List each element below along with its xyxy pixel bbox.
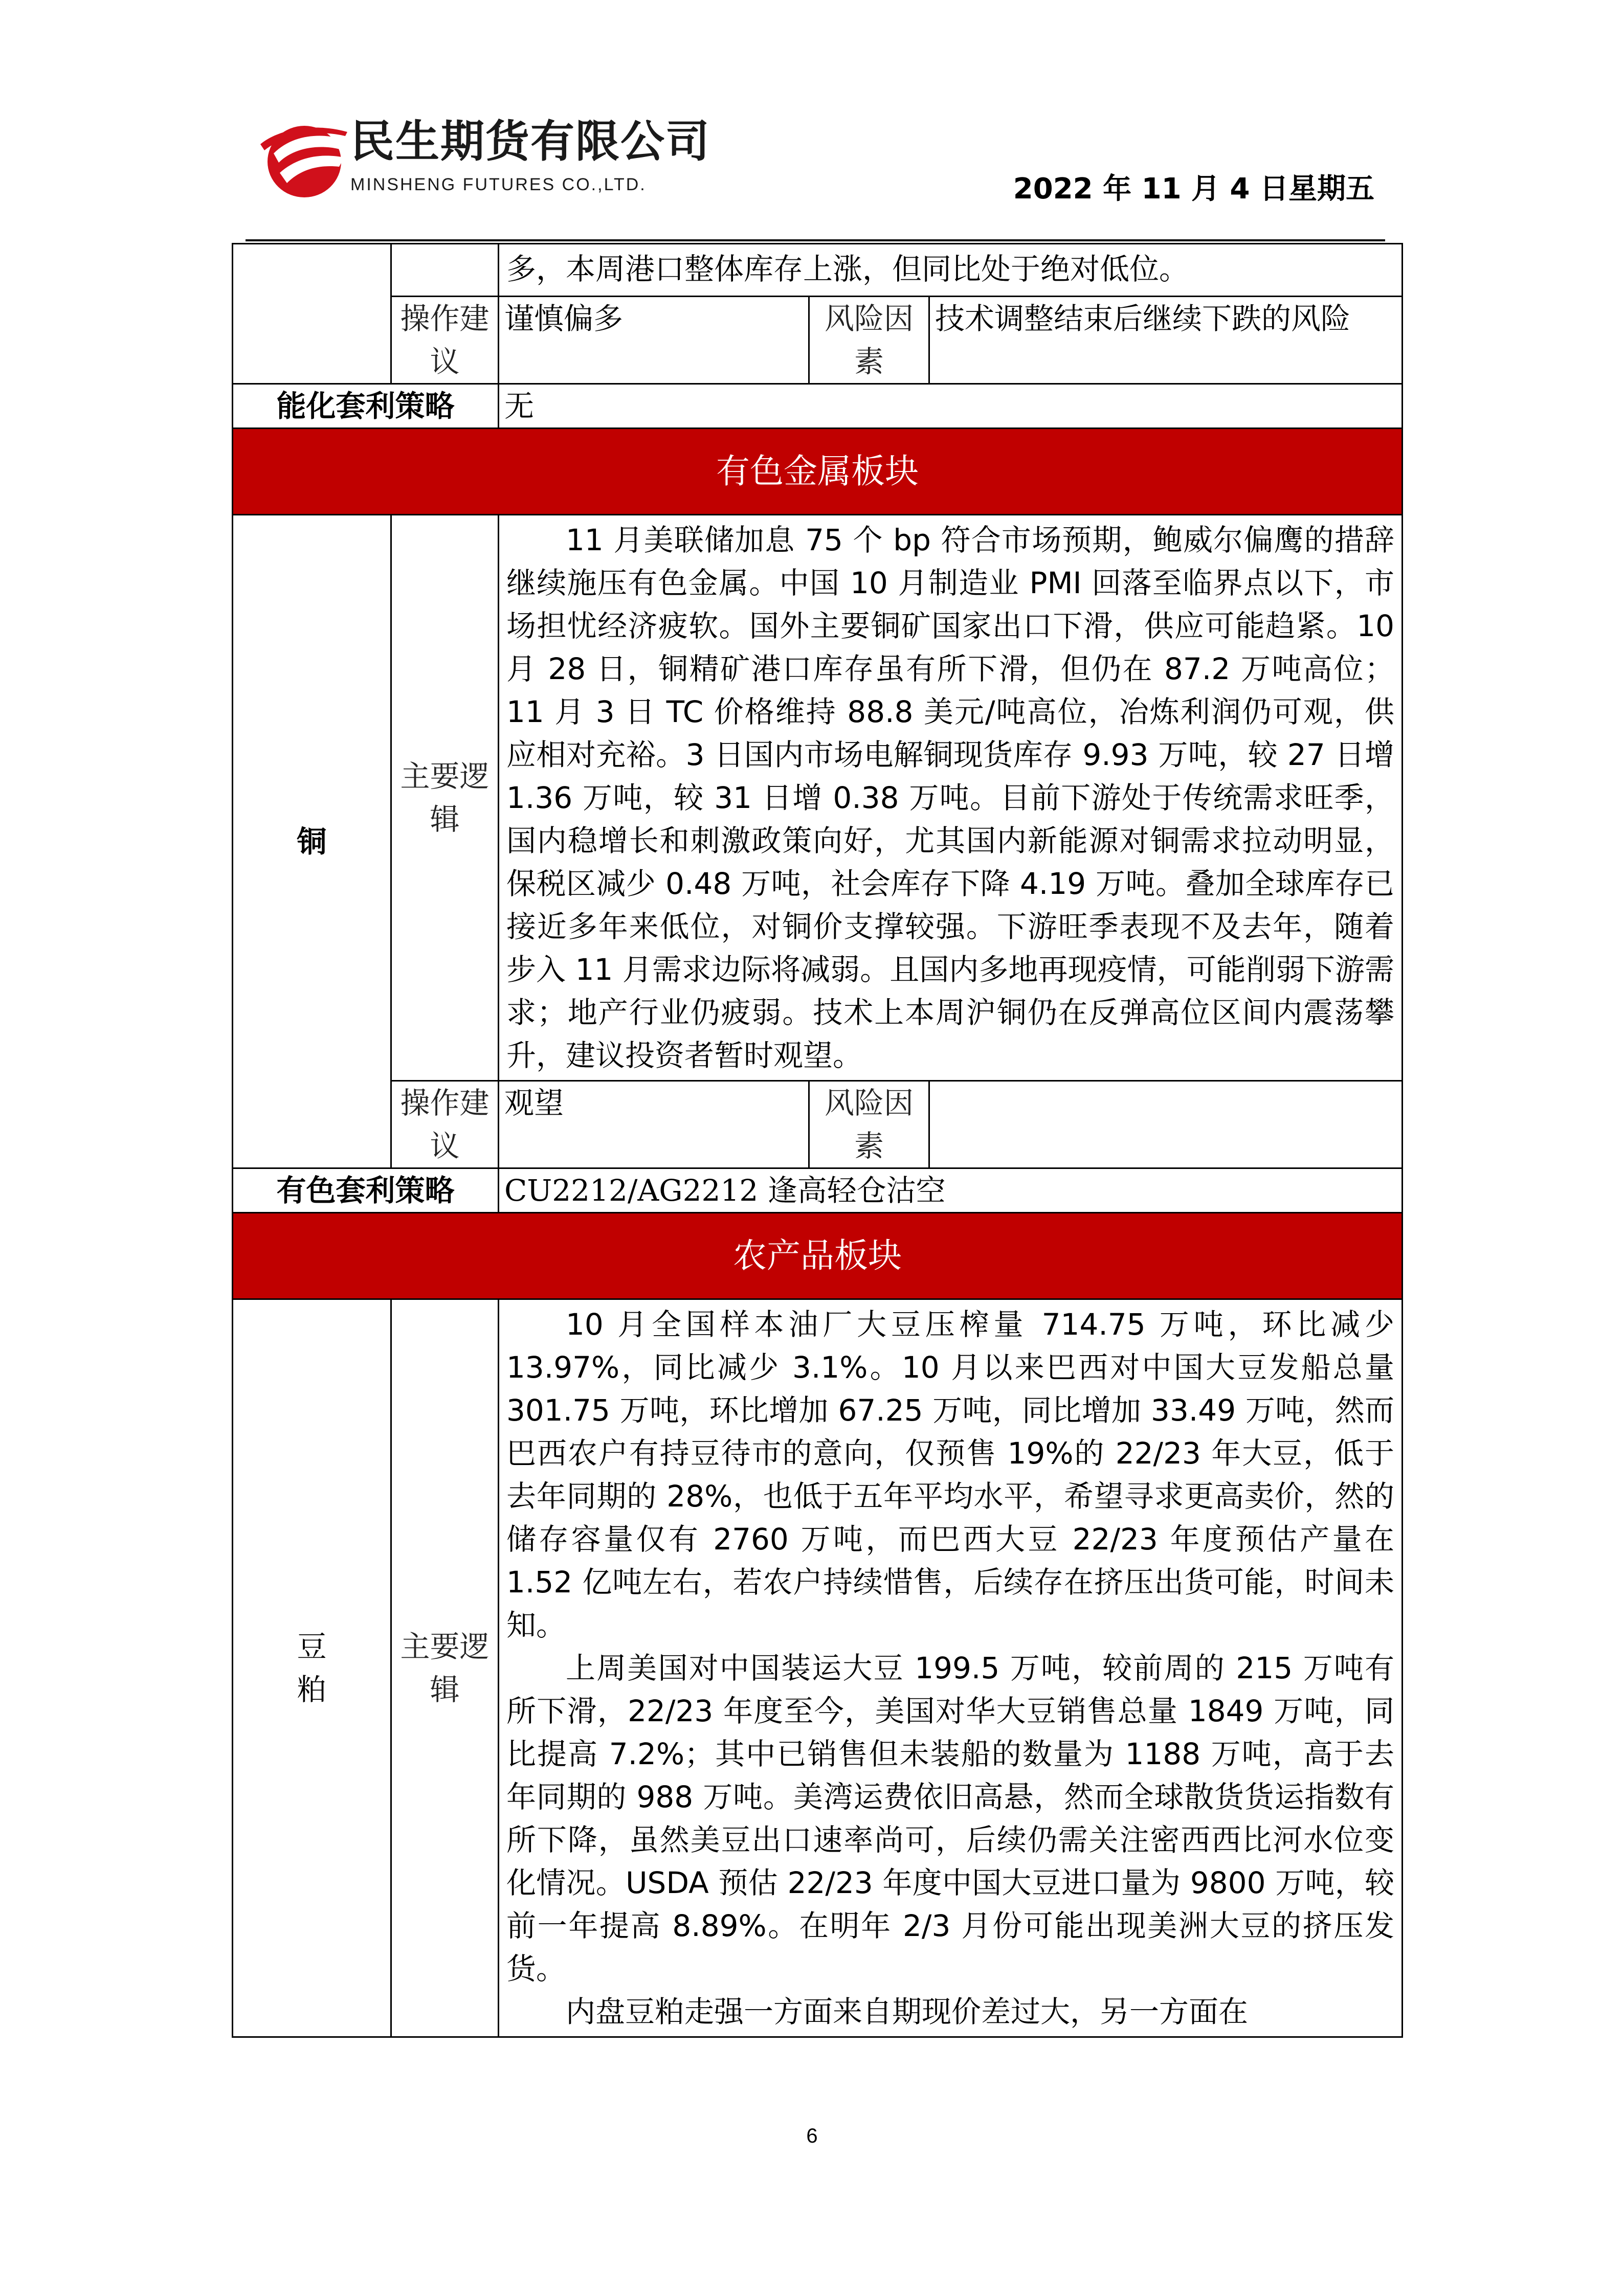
soymeal-para-3: 内盘豆粕走强一方面来自期现价差过大，另一方面在	[566, 1994, 1249, 2029]
soymeal-commodity-label: 豆粕	[297, 1629, 327, 1707]
energy-commodity-cell	[233, 244, 391, 384]
energy-logic-label-cell	[391, 244, 499, 297]
header-divider	[246, 239, 1385, 241]
agri-section-title: 农产品板块	[233, 1213, 1403, 1299]
copper-operation-row	[233, 1081, 1403, 1168]
copper-logic-row	[233, 515, 1403, 1081]
energy-arb-value: 无	[499, 384, 1403, 429]
metals-section-title: 有色金属板块	[233, 429, 1403, 515]
soymeal-commodity-cell	[233, 1299, 391, 2037]
energy-arb-label: 能化套利策略	[233, 384, 499, 429]
metals-arbitrage-row	[233, 1168, 1403, 1213]
company-name-en: MINSHENG FUTURES CO.,LTD.	[350, 175, 647, 194]
copper-commodity-label: 铜	[233, 515, 391, 1168]
company-logo	[258, 118, 749, 205]
metals-arb-label: 有色套利策略	[233, 1168, 499, 1213]
minsheng-logo-icon	[258, 118, 348, 202]
energy-continuation-row	[233, 244, 1403, 297]
energy-op-value: 谨慎偏多	[499, 297, 809, 384]
copper-op-label: 操作建议	[391, 1081, 499, 1168]
energy-logic-text: 多，本周港口整体库存上涨，但同比处于绝对低位。	[499, 244, 1403, 297]
soymeal-logic-text	[499, 1299, 1403, 2037]
company-name-cn: 民生期货有限公司	[350, 116, 710, 167]
report-date: 2022 年 11 月 4 日星期五	[1013, 172, 1374, 206]
soymeal-logic-label: 主要逻辑	[391, 1299, 499, 2037]
copper-risk-label: 风险因素	[809, 1081, 929, 1168]
copper-risk-value	[929, 1081, 1403, 1168]
energy-risk-value: 技术调整结束后继续下跌的风险	[929, 297, 1403, 384]
soymeal-para-2: 上周美国对中国装运大豆 199.5 万吨，较前周的 215 万吨有所下滑，22/23 年度至今，美国对华大豆销售总量 1849 万吨，同比提高 7.2%；其中已销售但未装船的数量为 1188 万吨，高于去年同期的 988 万吨。美湾运费依旧高悬，然而全球散货货运指数有所下降，虽然美豆出口速率尚可，后续仍需关注密西西比河水位变化情况。USDA 预估 22/23 年度中国大豆进口量为 9800 万吨，较前一年提高 8.89%。在明年 2/3 月份可能出现美洲大豆的挤压发货。	[506, 1651, 1395, 1986]
metals-section-row	[233, 429, 1403, 515]
energy-op-label: 操作建议	[391, 297, 499, 384]
soymeal-para-1: 10 月全国样本油厂大豆压榨量 714.75 万吨，环比减少 13.97%，同比减少 3.1%。10 月以来巴西对中国大豆发船总量 301.75 万吨，环比增加 67.25 万吨，同比增加 33.49 万吨，然而巴西农户有持豆待市的意向，仅预售 19%的 22/23 年大豆，低于去年同期的 28%，也低于五年平均水平，希望寻求更高卖价，然的储存容量仅有 2760 万吨，而巴西大豆 22/23 年度预估产量在 1.52 亿吨左右，若农户持续惜售，后续存在挤压出货可能，时间未知。	[506, 1307, 1395, 1642]
agri-section-row	[233, 1213, 1403, 1299]
energy-arbitrage-row	[233, 384, 1403, 429]
metals-arb-value: CU2212/AG2212 逢高轻仓沽空	[499, 1168, 1403, 1213]
copper-logic-text: 11 月美联储加息 75 个 bp 符合市场预期，鲍威尔偏鹰的措辞继续施压有色金属。中国 10 月制造业 PMI 回落至临界点以下，市场担忧经济疲软。国外主要铜矿国家出口下滑，供应可能趋紧。10 月 28 日，铜精矿港口库存虽有所下滑，但仍在 87.2 万吨高位；11 月 3 日 TC 价格维持 88.8 美元/吨高位，冶炼利润仍可观，供应相对充裕。3 日国内市场电解铜现货库存 9.93 万吨，较 27 日增 1.36 万吨，较 31 日增 0.38 万吨。目前下游处于传统需求旺季，国内稳增长和刺激政策向好，尤其国内新能源对铜需求拉动明显，保税区减少 0.48 万吨，社会库存下降 4.19 万吨。叠加全球库存已接近多年来低位，对铜价支撑较强。下游旺季表现不及去年，随着步入 11 月需求边际将减弱。且国内多地再现疫情，可能削弱下游需求；地产行业仍疲弱。技术上本周沪铜仍在反弹高位区间内震荡攀升，建议投资者暂时观望。	[499, 515, 1403, 1081]
energy-risk-label: 风险因素	[809, 297, 929, 384]
copper-op-value: 观望	[499, 1081, 809, 1168]
strategy-table	[232, 243, 1403, 2038]
energy-operation-row	[233, 297, 1403, 384]
page-number: 6	[806, 2125, 818, 2147]
soymeal-logic-row	[233, 1299, 1403, 2037]
copper-logic-label: 主要逻辑	[391, 515, 499, 1081]
